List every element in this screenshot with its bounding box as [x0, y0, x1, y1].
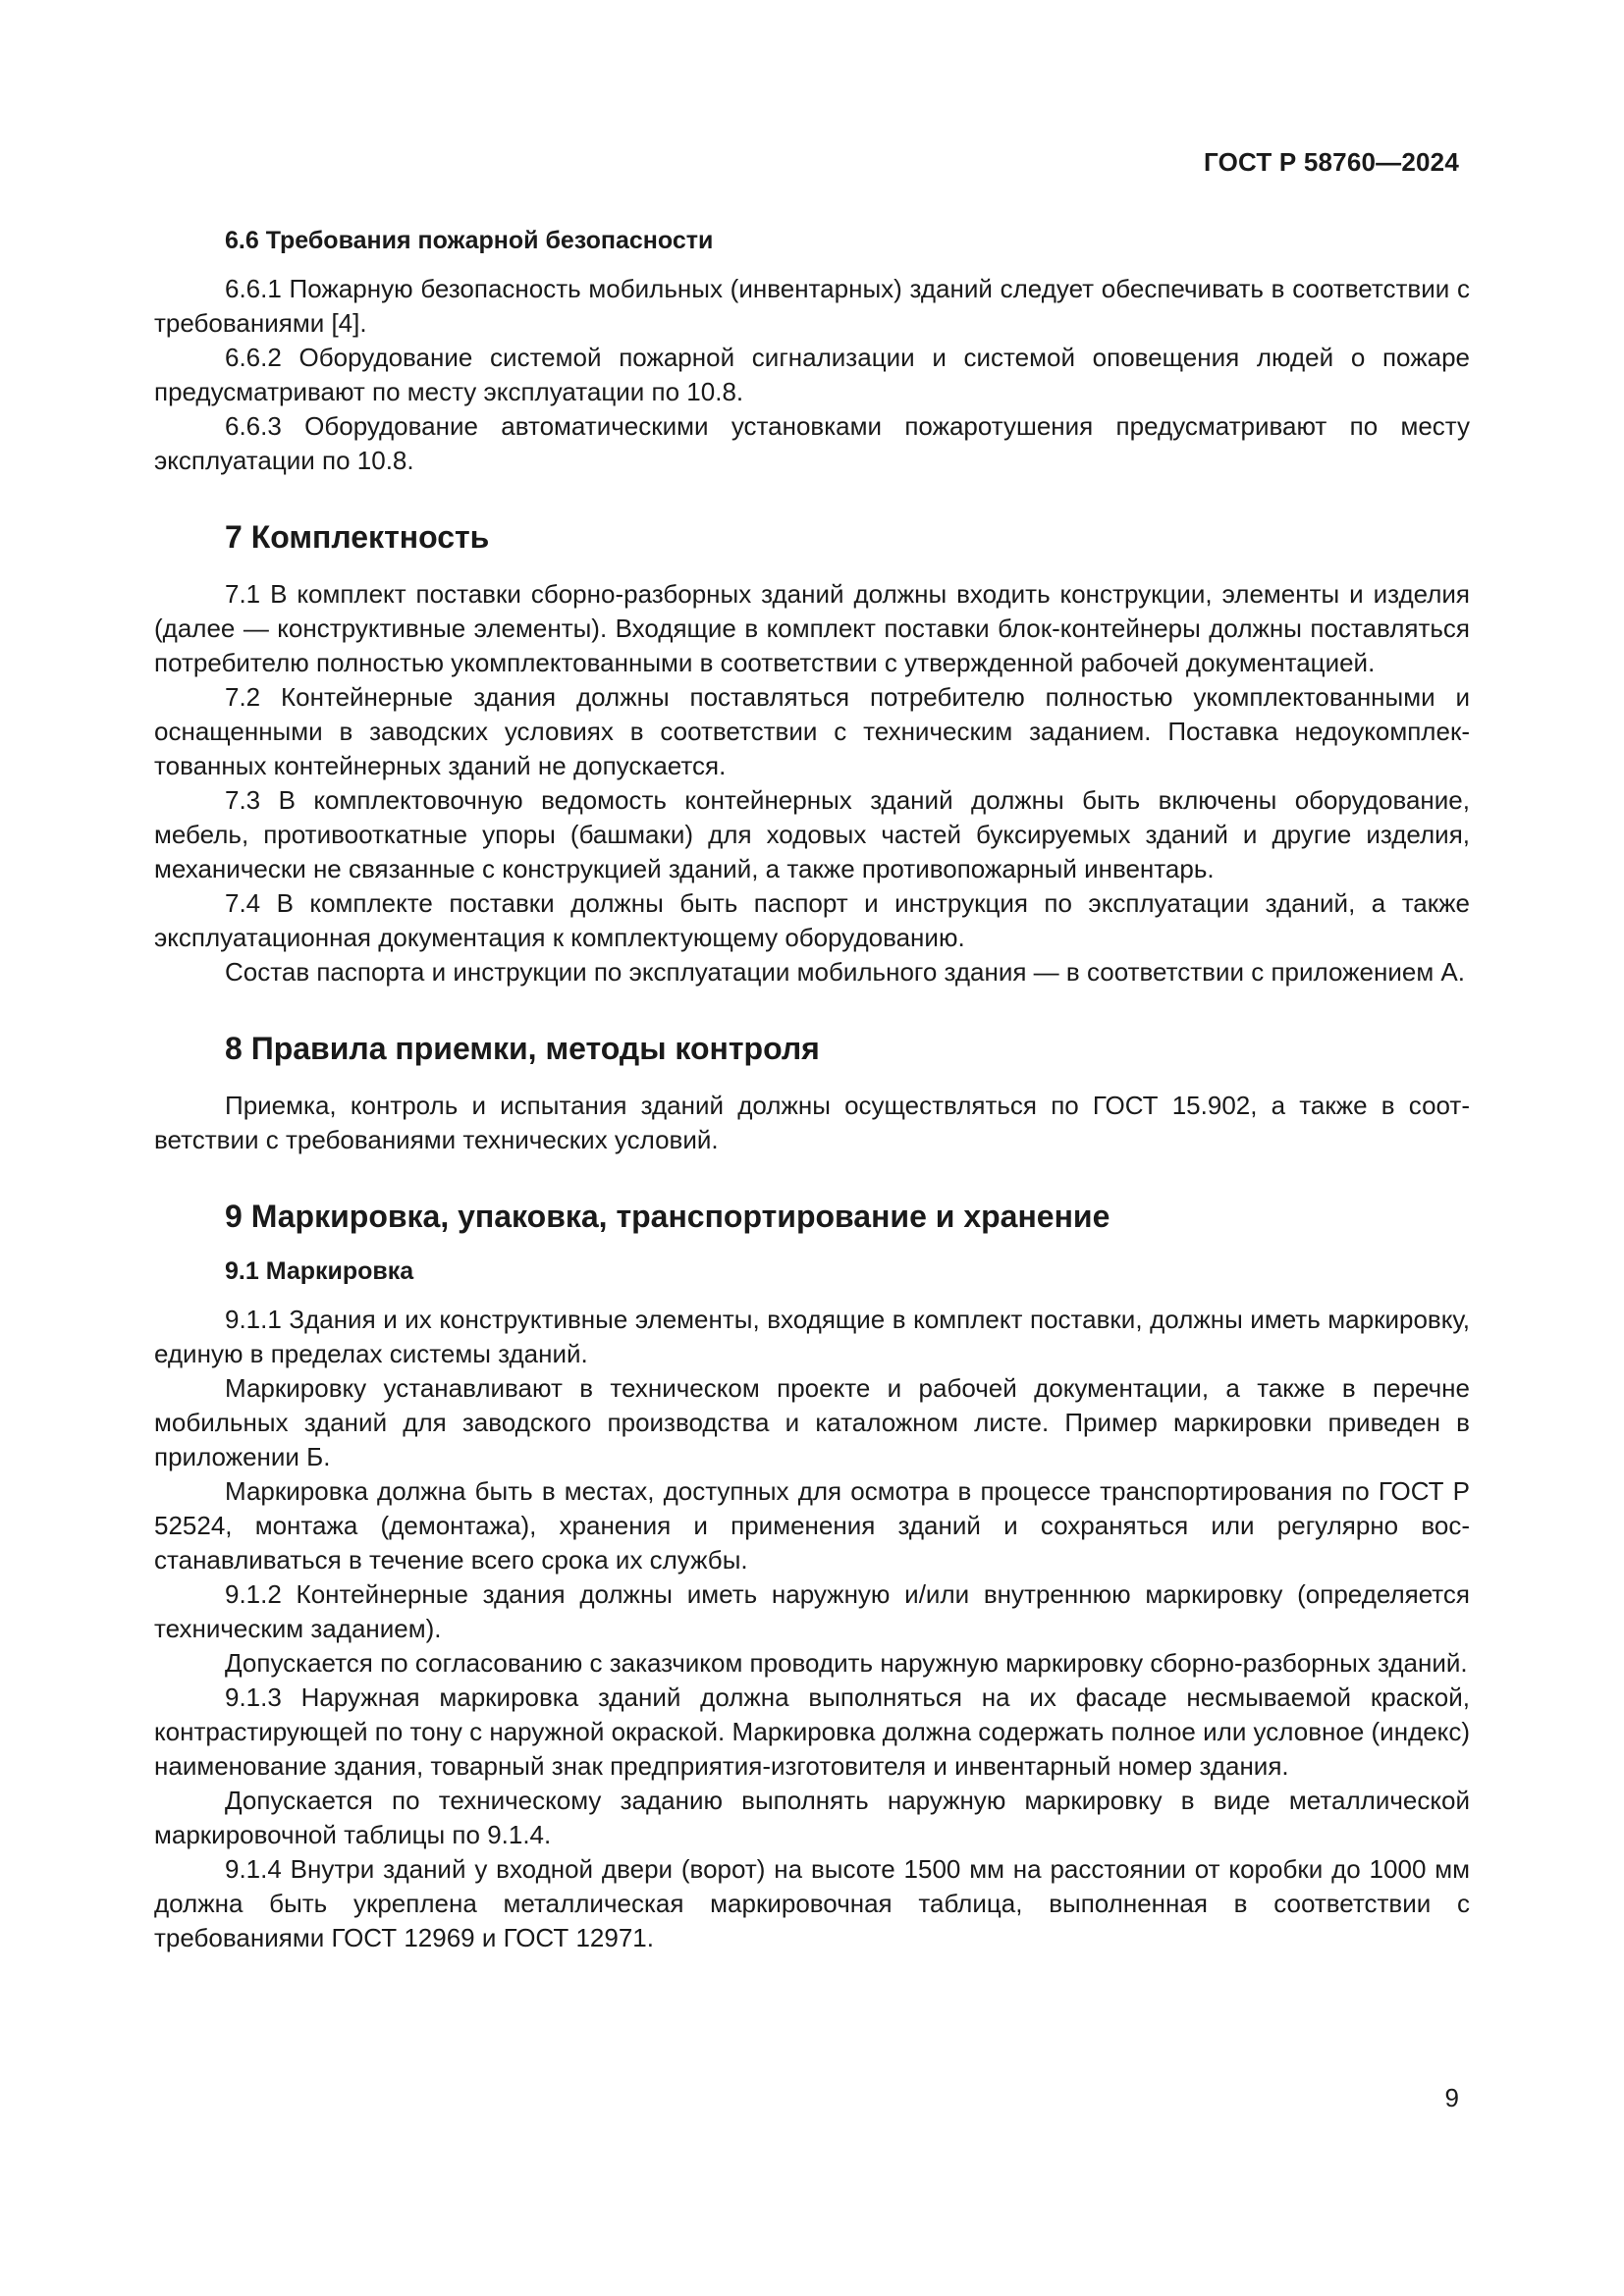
section-heading-7: 7 Комплектность [225, 519, 490, 555]
paragraph-9-1-4: 9.1.4 Внутри зданий у входной двери (ворот) на высоте 1500 мм на расстоянии от коробки до 1000 мм должна быть укреплена металлическая маркировочная таблица, выполненная в соответствии с требованиями ГОСТ 12969 и ГОСТ 12971. [154, 1854, 1470, 1952]
section-heading-9: 9 Маркировка, упаковка, транспортирование и хранение [225, 1199, 1110, 1234]
paragraph-9-1-1-marking-location: Маркировку устанавливают в техническом проекте и рабочей документации, а также в перечне мобильных зданий для заводского производства и каталожном листе. Пример маркировки приведен в приложении Б. [154, 1373, 1470, 1471]
section-heading-8: 8 Правила приемки, методы контроля [225, 1031, 820, 1066]
page-number: 9 [1444, 2083, 1459, 2112]
paragraph-9-1-2: 9.1.2 Контейнерные здания должны иметь наружную и/или внутреннюю маркировку (определяется техническим заданием). [154, 1579, 1470, 1643]
subsection-heading-9-1: 9.1 Маркировка [225, 1257, 414, 1285]
paragraph-7-4: 7.4 В комплекте поставки должны быть паспорт и инструкция по эксплуатации зданий, а также эксплуатационная документация к комплектующему оборудованию. [154, 888, 1470, 952]
paragraph-6-6-3: 6.6.3 Оборудование автоматическими установками пожаротушения предусматривают по месту эксплуатации по 10.8. [154, 411, 1470, 475]
page-content [154, 226, 1470, 1955]
paragraph-9-1-1: 9.1.1 Здания и их конструктивные элементы, входящие в комплект поставки, должны иметь маркировку, единую в пределах системы зданий. [154, 1305, 1470, 1368]
paragraph-8: Приемка, контроль и испытания зданий должны осуществляться по ГОСТ 15.902, а также в соответствии с требованиями технических условий. [154, 1091, 1470, 1154]
paragraph-7-3: 7.3 В комплектовочную ведомость контейнерных зданий должны быть включены оборудование, мебель, противооткатные упоры (башмаки) для ходовых частей буксируемых зданий и другие изделия, механически не связанные с конструкцией зданий, а также противопожарный инвентарь. [154, 785, 1470, 883]
paragraph-7-1: 7.1 В комплект поставки сборно-разборных зданий должны входить конструкции, элементы и изделия (далее — конструктивные элементы). Входящие в комплект поставки блок-контейнеры должны поставляться потребителю полностью укомплектованными в соответствии с утвержденной рабочей документацией. [154, 579, 1470, 677]
paragraph-7-4-passport: Состав паспорта и инструкции по эксплуатации мобильного здания — в соответствии с приложением А. [225, 957, 1465, 987]
paragraph-7-2: 7.2 Контейнерные здания должны поставляться потребителю полностью укомплектованными и оснащенными в заводских условиях в соответствии с техническим заданием. Поставка недоукомплектованных контейнерных зданий не допускается. [154, 682, 1470, 780]
subsection-heading-6-6: 6.6 Требования пожарной безопасности [225, 227, 714, 254]
paragraph-9-1-3: 9.1.3 Наружная маркировка зданий должна выполняться на их фасаде несмываемой краской, контрастирующей по тону с наружной окраской. Маркировка должна содержать полное или условное (индекс) наименование здания, товарный знак предприятия-изготовителя и инвентарный номер здания. [154, 1682, 1471, 1781]
paragraph-9-1-1-marking-access: Маркировка должна быть в местах, доступных для осмотра в процессе транспортирования по ГОСТ Р 52524, монтажа (демонтажа), хранения и применения зданий и сохраняться или регулярно восстанавливаться в течение всего срока их службы. [154, 1476, 1470, 1575]
paragraph-9-1-2-external: Допускается по согласованию с заказчиком проводить наружную маркировку сборно-разборных зданий. [225, 1648, 1468, 1678]
document-code-header: ГОСТ Р 58760—2024 [1204, 147, 1459, 177]
paragraph-6-6-1: 6.6.1 Пожарную безопасность мобильных (инвентарных) зданий следует обеспечивать в соответствии с требованиями [4]. [154, 274, 1470, 338]
paragraph-9-1-3-plate: Допускается по техническому заданию выполнять наружную маркировку в виде металлической маркировочной таблицы по 9.1.4. [154, 1786, 1470, 1849]
paragraph-6-6-2: 6.6.2 Оборудование системой пожарной сигнализации и системой оповещения людей о пожаре предусматривают по месту эксплуатации по 10.8. [154, 343, 1470, 406]
